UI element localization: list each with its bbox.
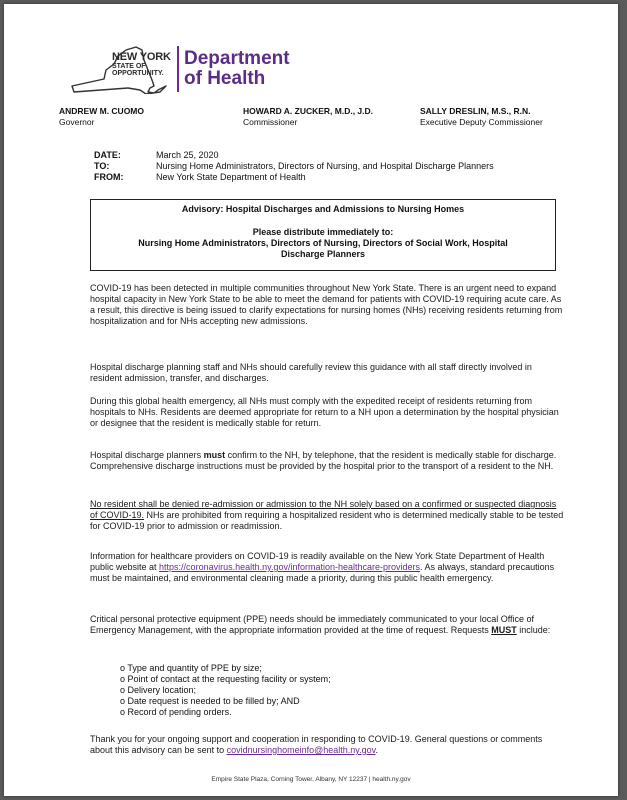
paragraph-4	[90, 450, 566, 472]
paragraph-6	[90, 551, 566, 584]
department-of-health-wordmark	[184, 49, 290, 89]
paragraph-2: Hospital discharge planning staff and NHs should carefully review this guidance with all staff directly involved in resident admission, transfer, and discharges.	[90, 362, 532, 383]
dept-line-2: of Health	[184, 68, 266, 89]
dept-line-1: Department	[184, 48, 290, 69]
from-value: New York State Department of Health	[156, 172, 306, 182]
p8-text-cont: .	[375, 745, 379, 755]
list-item: o Date request is needed to be filled by; AND	[120, 696, 300, 706]
date-value: March 25, 2020	[156, 150, 219, 160]
official-name: HOWARD A. ZUCKER, M.D., J.D.	[243, 106, 374, 116]
nys-doh-logo	[66, 44, 296, 100]
document-page	[4, 4, 618, 796]
advisory-title: Advisory: Hospital Discharges and Admissions to Nursing Homes	[181, 204, 465, 214]
list-item: o Delivery location;	[120, 685, 197, 695]
ppe-request-list	[120, 663, 331, 718]
p8-text: Thank you for your ongoing support and cooperation in responding to COVID-19. General questions or comments about this advisory can be sent to	[90, 734, 543, 755]
official-governor	[59, 106, 144, 128]
official-commissioner	[243, 106, 373, 128]
official-name: SALLY DRESLIN, M.S., R.N.	[420, 106, 531, 116]
official-title: Commissioner	[243, 117, 298, 127]
official-deputy	[420, 106, 543, 128]
p6-text: Information for healthcare providers on COVID-19 is readily available on the New York State Department of Health public website at	[90, 551, 545, 572]
state-of-text: STATE OF	[112, 63, 146, 70]
date-label: DATE:	[94, 150, 121, 160]
recipients-line-2: Discharge Planners	[280, 249, 366, 259]
p7-text-cont: include:	[516, 625, 551, 635]
opportunity-text: OPPORTUNITY.	[112, 70, 164, 77]
list-item: o Point of contact at the requesting facility or system;	[120, 674, 331, 684]
nys-wordmark	[112, 52, 171, 77]
must-caps-emphasis: MUST	[491, 625, 517, 635]
p4-text: Hospital discharge planners	[90, 450, 204, 460]
to-label: TO:	[94, 161, 110, 171]
official-name: ANDREW M. CUOMO	[59, 106, 144, 116]
advisory-box	[90, 199, 556, 271]
to-value: Nursing Home Administrators, Directors of Nursing, and Hospital Discharge Planners	[156, 161, 494, 171]
logo-divider	[177, 46, 179, 92]
paragraph-8	[90, 734, 566, 756]
official-title: Governor	[59, 117, 95, 127]
new-york-text: NEW YORK	[112, 51, 171, 63]
p7-text: Critical personal protective equipment (PPE) needs should be immediately communicated to your local Office of Emergency Management, with the appropriate information provided at the time of request. Requests	[90, 614, 535, 635]
providers-link[interactable]: https://coronavirus.health.ny.gov/information-healthcare-providers	[159, 562, 421, 572]
list-item: o Record of pending orders.	[120, 707, 232, 717]
paragraph-5	[90, 499, 566, 532]
official-title: Executive Deputy Commissioner	[420, 117, 543, 127]
paragraph-3: During this global health emergency, all NHs must comply with the expedited receipt of residents returning from hospitals to NHs. Residents are deemed appropriate for return to a NH upon a determination by the hospital physician or designee that the resident is medically stable for return.	[90, 396, 559, 428]
p5-text: NHs are prohibited from requiring a hospitalized resident who is determined medically stable to be tested for COVID-19 prior to admission or readmission.	[90, 510, 564, 531]
from-label: FROM:	[94, 172, 124, 182]
email-link[interactable]: covidnursinghomeinfo@health.ny.gov	[226, 745, 376, 755]
paragraph-1: COVID-19 has been detected in multiple communities throughout New York State. There is an urgent need to expand hospital capacity in New York State to be able to meet the demand for patients with COVID-19 requiring acute care. As a result, this directive is being issued to clarify expectations for nursing homes (NHs) receiving residents returning from hospitalization and for NHs accepting new admissions.	[90, 283, 563, 326]
p4-text-cont: confirm to the NH, by telephone, that the resident is medically stable for discharge. Comprehensive discharge instructions must be provided by the hospital prior to the transport of a resident to the NH.	[90, 450, 557, 471]
paragraph-7	[90, 614, 566, 636]
page-footer: Empire State Plaza, Corning Tower, Albany, NY 12237 | health.ny.gov	[211, 776, 411, 783]
must-emphasis: must	[203, 450, 226, 460]
distribute-line: Please distribute immediately to:	[252, 227, 394, 237]
list-item: o Type and quantity of PPE by size;	[120, 663, 262, 673]
underlined-policy: No resident shall be denied re-admission or admission to the NH solely based on a confirmed or suspected diagnosis of COVID-19.	[90, 499, 557, 520]
recipients-line-1: Nursing Home Administrators, Directors of Nursing, Directors of Social Work, Hospital	[138, 238, 508, 248]
memo-header	[94, 150, 494, 183]
p6-text-cont: . As always, standard precautions must be maintained, and environmental cleaning made a priority, during this public health emergency.	[90, 562, 555, 583]
